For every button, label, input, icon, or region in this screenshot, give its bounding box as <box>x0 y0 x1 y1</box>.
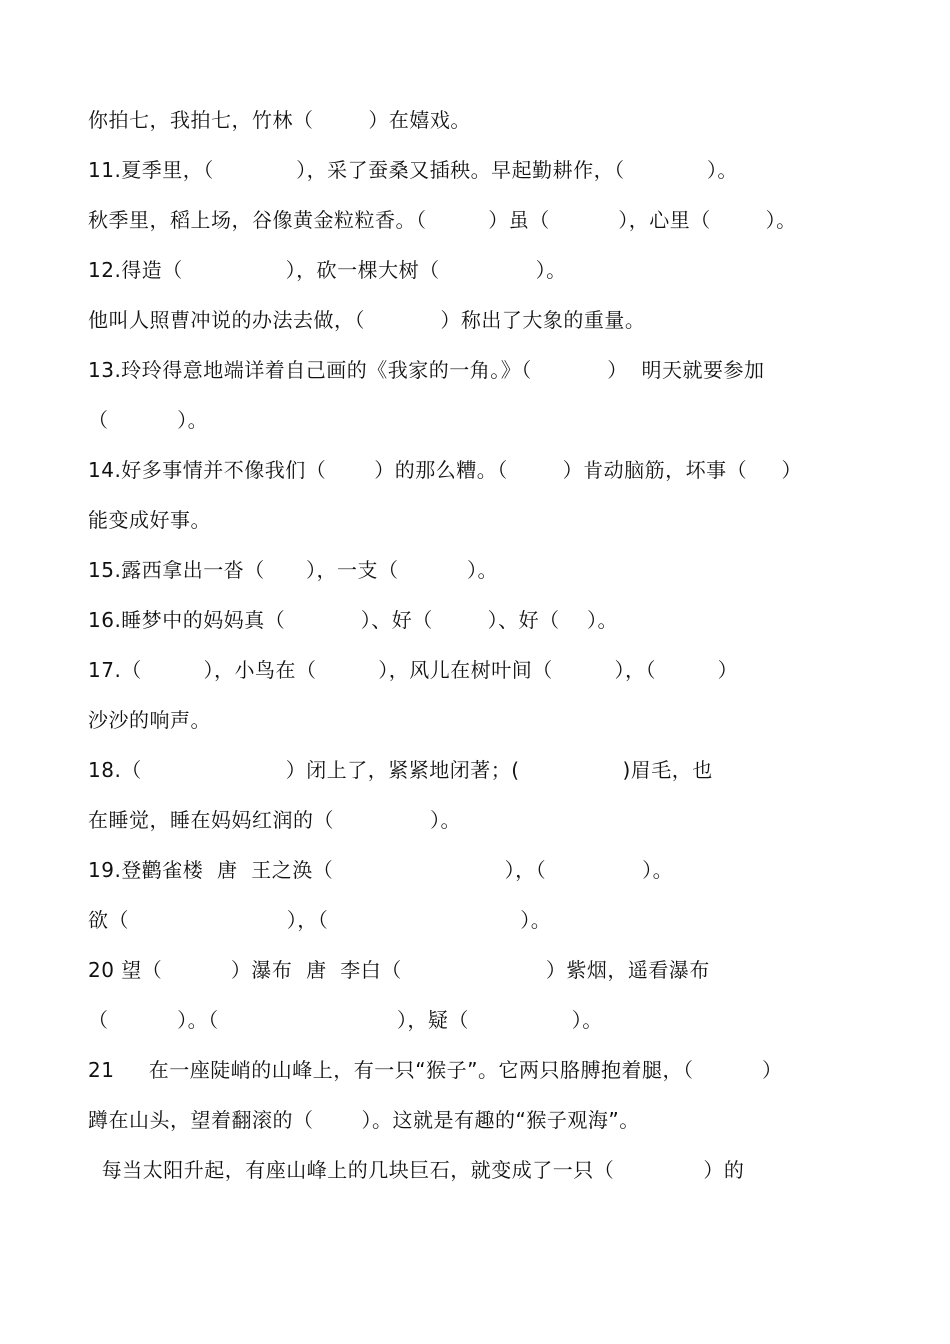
text-line-20: 21 在一座陡峭的山峰上，有一只“猴子”。它两只胳膊抱着腿，（ ） <box>88 1058 783 1082</box>
text-line-13: 沙沙的响声。 <box>88 708 211 732</box>
text-line-15: 在睡觉，睡在妈妈红润的（ ）。 <box>88 808 462 832</box>
text-line-17: 欲（ ），（ ）。 <box>88 908 552 932</box>
text-line-2: 11.夏季里，（ ），采了蚕桑又插秧。早起勤耕作，（ ）。 <box>88 158 738 182</box>
text-line-19: （ ）。（ ），疑（ ）。 <box>88 1008 603 1032</box>
text-line-6: 13.玲玲得意地端详着自己画的《我家的一角。》（ ） 明天就要参加 <box>88 358 765 382</box>
text-line-12: 17.（ ），小鸟在（ ），风儿在树叶间（ ），（ ） <box>88 658 739 682</box>
text-line-21: 蹲在山头，望着翻滚的（ ）。这就是有趣的“猴子观海”。 <box>88 1108 640 1132</box>
text-line-14: 18.（ ）闭上了，紧紧地闭著；( )眉毛，也 <box>88 758 713 782</box>
text-line-10: 15.露西拿出一沓（ ），一支（ ）。 <box>88 558 499 582</box>
text-line-7: （ ）。 <box>88 408 209 432</box>
text-line-5: 他叫人照曹冲说的办法去做，（ ）称出了大象的重量。 <box>88 308 646 332</box>
text-line-16: 19.登鹳雀楼 唐 王之涣（ ），（ ）。 <box>88 858 674 882</box>
text-line-1: 你拍七，我拍七，竹林（ ）在嬉戏。 <box>88 108 471 132</box>
text-line-3: 秋季里，稻上场，谷像黄金粒粒香。（ ）虽（ ），心里（ ）。 <box>88 208 797 232</box>
text-line-18: 20 望（ ）瀑布 唐 李白（ ）紫烟，遥看瀑布 <box>88 958 710 982</box>
text-line-9: 能变成好事。 <box>88 508 211 532</box>
text-line-8: 14.好多事情并不像我们（ ）的那么糟。（ ）肯动脑筋，坏事（ ） <box>88 458 802 482</box>
text-line-11: 16.睡梦中的妈妈真（ ）、好（ ）、好（ ）。 <box>88 608 619 632</box>
text-line-4: 12.得造（ ），砍一棵大树（ ）。 <box>88 258 567 282</box>
text-line-22: 每当太阳升起，有座山峰上的几块巨石，就变成了一只（ ）的 <box>88 1158 745 1182</box>
